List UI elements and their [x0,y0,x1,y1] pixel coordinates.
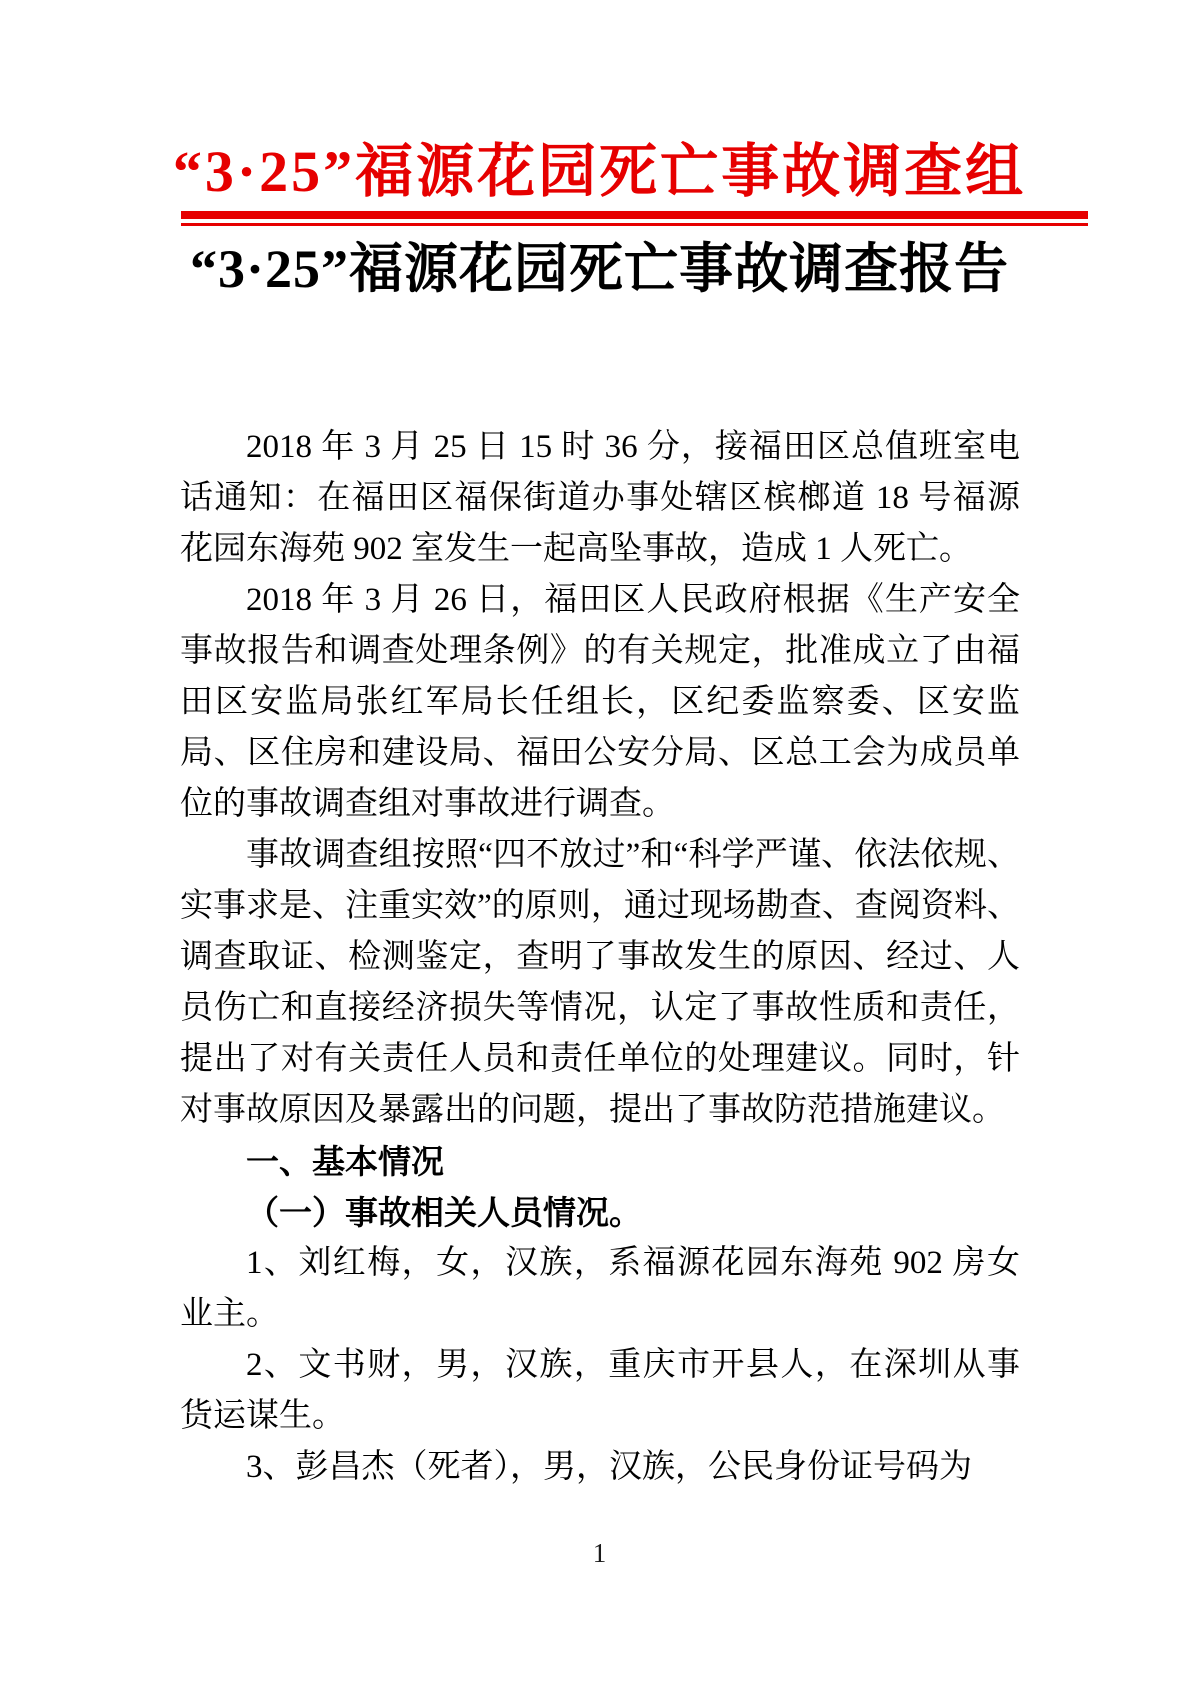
paragraph-person-3: 3、彭昌杰（死者），男，汉族，公民身份证号码为 [246,1449,972,1485]
heading-basic-situation: 一、基本情况 [246,1143,444,1180]
header-rule-thick-line [181,211,1088,219]
paragraph-investigation-team-formation: 2018 年 3 月 26 日，福田区人民政府根据《生产安全事故报告和调查处理条例》的有关规定，批准成立了由福田区安监局张红军局长任组长，区纪委监察委、区安监局、区住房和建设局、福田公安分局、区总工会为成员单位的事故调查组对事故进行调查。 [180,582,1020,822]
paragraph-person-1: 1、刘红梅，女，汉族，系福源花园东海苑 902 房女业主。 [180,1245,1020,1332]
investigation-group-title: “3·25”福源花园死亡事故调查组 [172,139,1027,204]
header-double-rule [181,211,1088,226]
paragraph-person-2: 2、文书财，男，汉族，重庆市开县人，在深圳从事货运谋生。 [180,1347,1020,1434]
page-number: 1 [592,1538,607,1568]
paragraph-incident-notification: 2018 年 3 月 25 日 15 时 36 分，接福田区总值班室电话通知：在福田区福保街道办事处辖区槟榔道 18 号福源花园东海苑 902 室发生一起高坠事故，造成 1 人死亡。 [180,429,1020,567]
heading-related-personnel: （一）事故相关人员情况。 [246,1194,642,1231]
report-title: “3·25”福源花园死亡事故调查报告 [189,239,1009,299]
paragraph-investigation-principles: 事故调查组按照“四不放过”和“科学严谨、依法依规、实事求是、注重实效”的原则，通过现场勘查、查阅资料、调查取证、检测鉴定，查明了事故发生的原因、经过、人员伤亡和直接经济损失等情况，认定了事故性质和责任，提出了对有关责任人员和责任单位的处理建议。同时，针对事故原因及暴露出的问题，提出了事故防范措施建议。 [180,837,1020,1128]
report-body [180,422,1020,1493]
